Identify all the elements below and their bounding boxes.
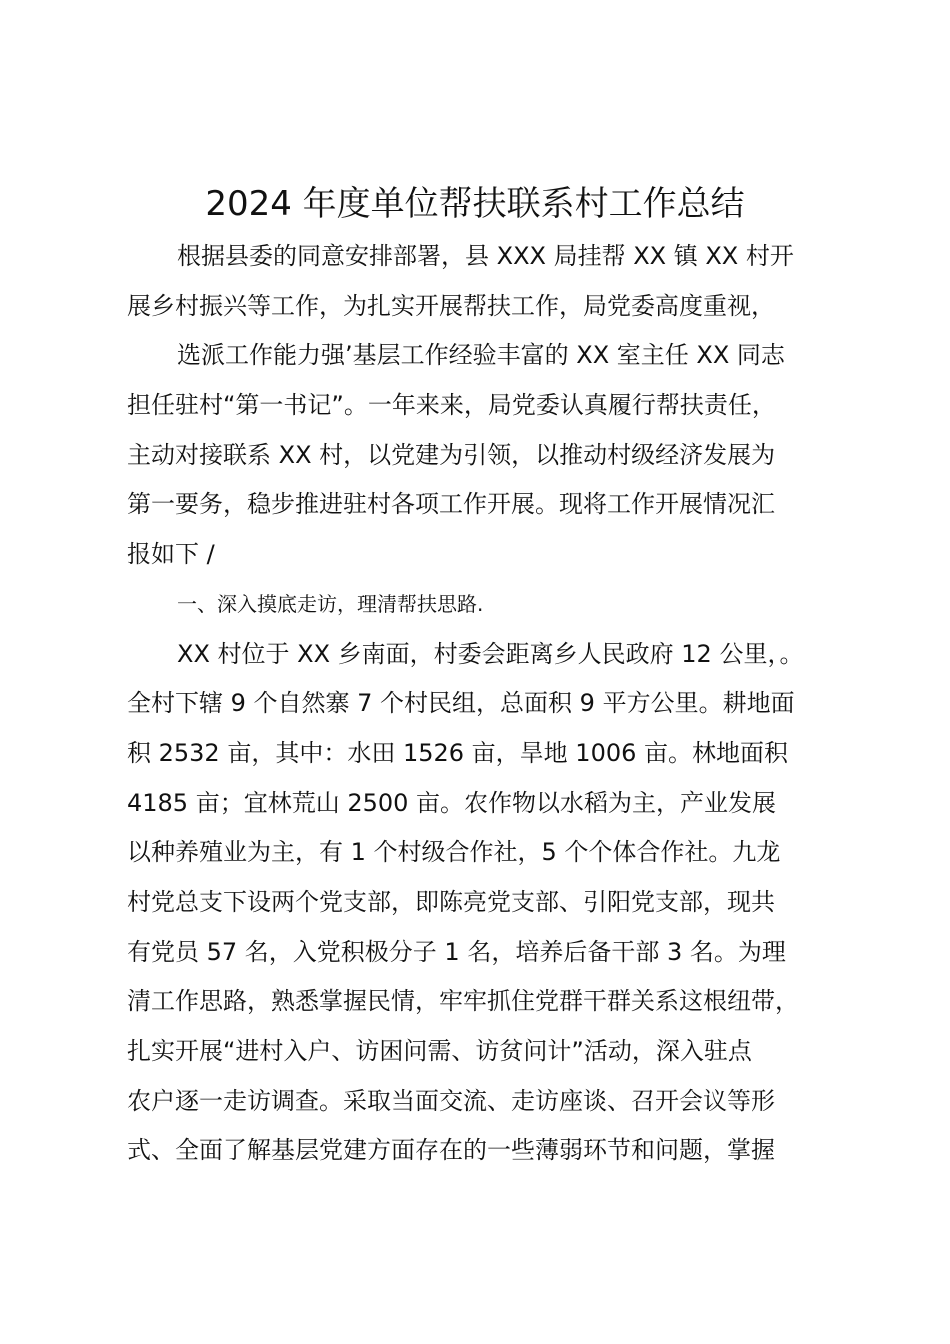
paragraph-line: 村党总支下设两个党支部，即陈亮党支部、引阳党支部，现共 xyxy=(127,887,775,916)
paragraph-line: XX 村位于 XX 乡南面，村委会距离乡人民政府 12 公里，。 xyxy=(177,639,804,668)
paragraph-line: 选派工作能力强’基层工作经验丰富的 XX 室主任 XX 同志 xyxy=(177,341,785,370)
paragraph-line: 清工作思路，熟悉掌握民情，牢牢抓住党群干群关系这根纽带， xyxy=(127,987,799,1016)
document-body xyxy=(127,236,862,1180)
paragraph-line: 农户逐一走访调查。采取当面交流、走访座谈、召开会议等形 xyxy=(127,1086,775,1115)
paragraph-line: 根据县委的同意安排部署，县 XXX 局挂帮 XX 镇 XX 村开 xyxy=(177,242,794,270)
paragraph-line: 式、全面了解基层党建方面存在的一些薄弱环节和问题，掌握 xyxy=(127,1136,775,1165)
paragraph-line: 以种养殖业为主，有 1 个村级合作社，5 个个体合作社。九龙 xyxy=(127,838,781,867)
paragraph-line: 积 2532 亩，其中：水田 1526 亩，旱地 1006 亩。林地面积 xyxy=(127,738,789,767)
paragraph-line: 主动对接联系 XX 村，以党建为引领，以推动村级经济发展为 xyxy=(127,440,776,469)
paragraph-line: 报如下 / xyxy=(127,540,215,569)
paragraph-line: 担任驻村“第一书记”。一年来来，局党委认真履行帮扶责任， xyxy=(127,391,776,420)
paragraph-line: 展乡村振兴等工作，为扎实开展帮扶工作，局党委高度重视， xyxy=(127,291,775,320)
document-title: 2024 年度单位帮扶联系村工作总结 xyxy=(205,184,745,224)
paragraph-line: 4185 亩；宜林荒山 2500 亩。农作物以水稻为主，产业发展 xyxy=(127,788,777,817)
section-heading: 一、深入摸底走访，理清帮扶思路. xyxy=(177,591,484,616)
paragraph-line: 有党员 57 名，入党积极分子 1 名，培养后备干部 3 名。为理 xyxy=(127,937,786,966)
paragraph-line: 扎实开展“进村入户、访困问需、访贫问计”活动，深入驻点 xyxy=(127,1037,752,1065)
paragraph-line: 第一要务，稳步推进驻村各项工作开展。现将工作开展情况汇 xyxy=(127,490,775,519)
paragraph-line: 全村下辖 9 个自然寨 7 个村民组，总面积 9 平方公里。耕地面 xyxy=(127,689,795,718)
